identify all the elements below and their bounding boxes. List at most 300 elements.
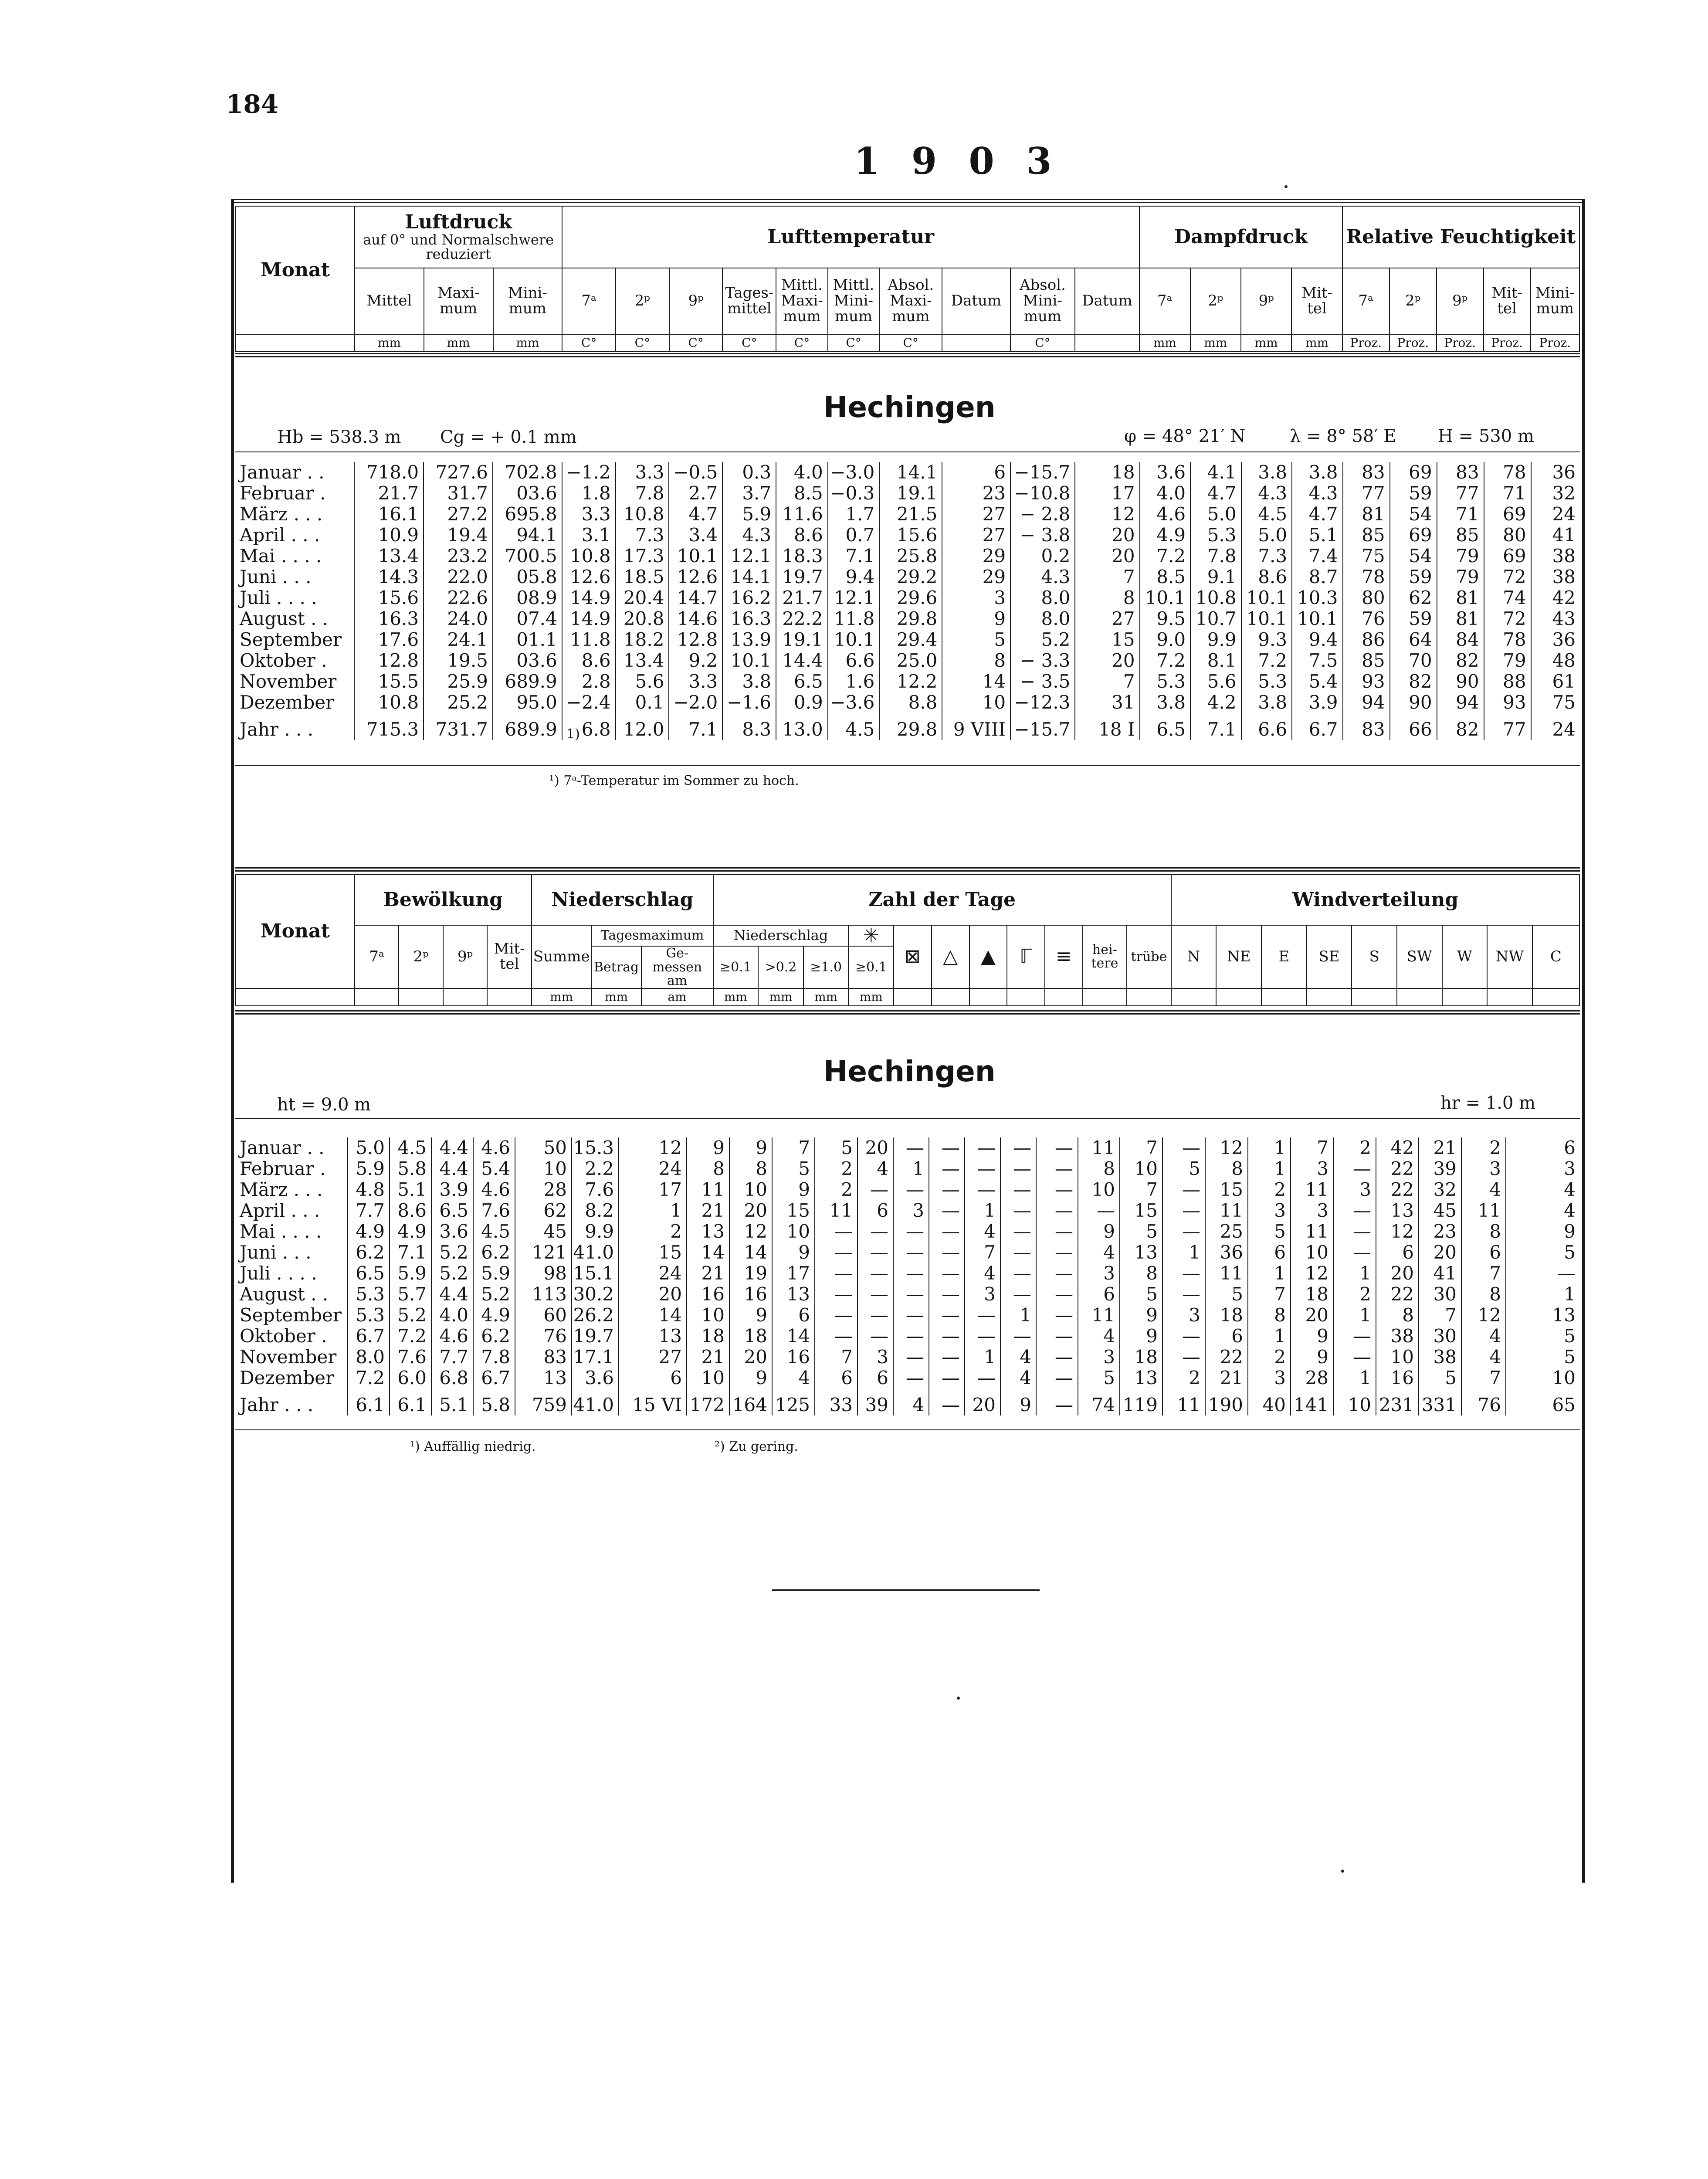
table-cell: 12.8 [354, 650, 424, 671]
table-cell: 27 [942, 504, 1010, 525]
table-cell: 3 [1291, 1200, 1333, 1221]
table-cell: 5 [1419, 1368, 1461, 1388]
table-cell: −2.4 [562, 692, 616, 713]
table-cell: 9 [729, 1368, 772, 1388]
table-cell: 4.6 [431, 1326, 473, 1347]
table-cell: 17.1 [572, 1347, 619, 1368]
col-ge10: ≥1.0 [803, 946, 849, 988]
table-cell: 14.4 [776, 650, 828, 671]
table-cell: 9 [1291, 1347, 1333, 1368]
table-cell: 2 [1248, 1347, 1291, 1368]
table-cell: 4.0 [1140, 483, 1190, 504]
table-cell: 36 [1531, 629, 1580, 650]
table-cell: 16.3 [722, 608, 776, 629]
table-cell: 15.1 [572, 1263, 619, 1284]
table-cell: 27 [619, 1347, 687, 1368]
table-cell: 9 [1291, 1326, 1333, 1347]
table-cell: 9 [1078, 1221, 1120, 1242]
table-cell: — [1162, 1137, 1205, 1158]
table-cell: 4.3 [1010, 567, 1075, 587]
unit-c: C° [776, 334, 828, 352]
table-cell: 10.8 [1190, 587, 1241, 608]
unit-proz: Proz. [1437, 334, 1484, 352]
table-row [235, 1158, 1580, 1179]
table-cell: 95.0 [493, 692, 562, 713]
table-cell: 10.1 [1241, 587, 1292, 608]
snowflake-icon: ✳ [848, 925, 894, 946]
unit-proz: Proz. [1342, 334, 1389, 352]
table-row [235, 1284, 1580, 1305]
table-row [235, 504, 1580, 525]
table-cell: 90 [1390, 692, 1437, 713]
table-cell: 70 [1390, 650, 1437, 671]
table-cell: −0.5 [669, 462, 722, 483]
table-cell: 11 [1291, 1221, 1333, 1242]
col-gemessen: Ge-messen am [641, 946, 713, 988]
unit-cell [236, 334, 355, 352]
table-cell: 4.3 [1292, 483, 1342, 504]
table-cell: 121 [515, 1242, 572, 1263]
month-cell: Juni . . . [240, 567, 312, 587]
table-cell: — [857, 1263, 893, 1284]
month-cell: Februar . [240, 483, 326, 504]
table-cell: — [929, 1347, 965, 1368]
table-cell: 12 [1205, 1137, 1248, 1158]
table-cell: 2 [1461, 1137, 1506, 1158]
table-cell: 7.2 [1241, 650, 1292, 671]
table-cell: 7.2 [390, 1326, 431, 1347]
table-cell: 3 [942, 587, 1010, 608]
table-cell: 4.4 [431, 1137, 473, 1158]
table-cell: 25.0 [879, 650, 942, 671]
table-cell: 5.0 [1241, 525, 1292, 546]
table-cell: 85 [1437, 525, 1484, 546]
table-cell: 3.7 [722, 483, 776, 504]
table-cell: −12.3 [1010, 692, 1075, 713]
table-cell: 6.6 [828, 650, 880, 671]
table-cell: — [929, 1158, 965, 1179]
table-cell: 11 [1205, 1263, 1248, 1284]
table-cell: — [1162, 1221, 1205, 1242]
table-cell: 23.2 [424, 546, 493, 567]
col-summe: Summe [532, 925, 591, 988]
table-cell: 9 [772, 1179, 815, 1200]
table-cell: 78 [1484, 629, 1531, 650]
station-latitude: φ = 48° 21′ N [1124, 426, 1246, 446]
table-cell: 4.9 [390, 1221, 431, 1242]
table-cell: 7 [1075, 567, 1139, 587]
station-ht: ht = 9.0 m [277, 1095, 371, 1115]
table-cell: 18 [687, 1326, 729, 1347]
table-cell: 3 [1078, 1263, 1120, 1284]
table-cell: 5.8 [473, 1388, 515, 1415]
table-cell: 7.4 [1292, 546, 1342, 567]
table-cell: 22.6 [424, 587, 493, 608]
table-cell: — [1000, 1221, 1036, 1242]
table-cell: 6 [1506, 1137, 1580, 1158]
month-cell: November [240, 1347, 337, 1368]
table-cell: 85 [1343, 650, 1390, 671]
table-cell: 14 [942, 671, 1010, 692]
table-cell: 10.1 [1292, 608, 1342, 629]
meta-rule [235, 1118, 1580, 1119]
table-cell: 10.7 [1190, 608, 1241, 629]
table-row [235, 650, 1580, 671]
meta-rule [235, 451, 1580, 452]
table-cell: 7.2 [348, 1368, 390, 1388]
table-cell: 15.3 [572, 1137, 619, 1158]
table-cell: 01.1 [493, 629, 562, 650]
table-cell: — [1162, 1326, 1205, 1347]
table-cell: 12.0 [616, 713, 669, 740]
table-cell: 4.2 [1190, 692, 1241, 713]
luftdruck-group [355, 206, 562, 268]
table-cell: 10 [687, 1305, 729, 1326]
table-cell: 164 [729, 1388, 772, 1415]
unit-c: C° [722, 334, 776, 352]
table-cell: — [893, 1137, 929, 1158]
table-cell: 03.6 [493, 483, 562, 504]
table-row [235, 546, 1580, 567]
table-cell: 69 [1390, 525, 1437, 546]
table-cell: — [965, 1179, 1000, 1200]
table-cell: −15.7 [1010, 713, 1075, 740]
table-cell: 82 [1437, 713, 1484, 740]
table-cell: 7.2 [1140, 650, 1190, 671]
table-cell: 26.2 [572, 1305, 619, 1326]
table-cell: 27 [1075, 608, 1139, 629]
table-cell: 84 [1437, 629, 1484, 650]
table-cell: 3.9 [431, 1179, 473, 1200]
table-cell: 10.1 [722, 650, 776, 671]
table-cell: 10.1 [1241, 608, 1292, 629]
unit-cell [1045, 988, 1083, 1006]
table-cell: 19.1 [879, 483, 942, 504]
table-cell: — [893, 1347, 929, 1368]
table-cell: 6 [1376, 1242, 1419, 1263]
unit-am: am [641, 988, 713, 1006]
table-cell: 8.2 [572, 1200, 619, 1221]
wind-se: SE [1307, 925, 1352, 988]
table-cell: 22 [1376, 1284, 1419, 1305]
table-cell: 42 [1531, 587, 1580, 608]
wind-nw: NW [1487, 925, 1532, 988]
table-cell: 2 [1333, 1284, 1376, 1305]
table-cell: 85 [1343, 525, 1390, 546]
table-cell: 5.2 [1010, 629, 1075, 650]
table-cell: 8.8 [879, 692, 942, 713]
table-cell: — [1036, 1263, 1078, 1284]
col-truebe: trübe [1127, 925, 1171, 988]
table-cell: 21 [687, 1263, 729, 1284]
table-cell: — [929, 1305, 965, 1326]
table-cell: 20 [619, 1284, 687, 1305]
month-cell: April . . . [240, 1200, 320, 1221]
table-cell: 6.0 [390, 1368, 431, 1388]
feuchte-group: Relative Feuchtigkeit [1342, 206, 1579, 268]
table-cell: 3.8 [1241, 692, 1292, 713]
table-cell: 13 [687, 1221, 729, 1242]
table-cell: 11 [1461, 1200, 1506, 1221]
table-cell: 5 [1120, 1221, 1162, 1242]
col-maximum: Maxi-mum [424, 268, 493, 334]
table-cell: 1.6 [828, 671, 880, 692]
table-cell: 6 [1078, 1284, 1120, 1305]
table-row [235, 1368, 1580, 1388]
wind-c: C [1532, 925, 1579, 988]
table-row [235, 1179, 1580, 1200]
frost-icon: △ [932, 925, 969, 988]
table-row [235, 1200, 1580, 1221]
table-cell: 15.5 [354, 671, 424, 692]
table-cell: 79 [1437, 546, 1484, 567]
table-cell: — [857, 1305, 893, 1326]
table-cell: 79 [1437, 567, 1484, 587]
table-cell: 50 [515, 1137, 572, 1158]
table-cell: 27 [942, 525, 1010, 546]
table-cell: — [815, 1263, 857, 1284]
table-cell: — [965, 1137, 1000, 1158]
page-year: 1 9 0 3 [854, 139, 1061, 183]
table-cell: 12 [619, 1137, 687, 1158]
table-cell: 8.0 [1010, 608, 1075, 629]
table-cell: 14 [772, 1326, 815, 1347]
table-cell: 61 [1531, 671, 1580, 692]
col-mittl-min: Mittl. Mini-mum [828, 268, 880, 334]
table-cell: 27.2 [424, 504, 493, 525]
table-cell: 1 [1248, 1137, 1291, 1158]
unit-proz: Proz. [1389, 334, 1437, 352]
table-cell: — [965, 1368, 1000, 1388]
table-cell: 10 [1506, 1368, 1580, 1388]
table-cell: 7 [1120, 1179, 1162, 1200]
month-cell: Juli . . . . [240, 1263, 317, 1284]
table-cell: 20 [1075, 650, 1139, 671]
month-cell: Jahr . . . [240, 1394, 314, 1415]
table-cell: 1 [965, 1200, 1000, 1221]
table-cell: 20 [1376, 1263, 1419, 1284]
table-cell: 1 [1506, 1284, 1580, 1305]
table-cell: 83 [1343, 462, 1390, 483]
table-cell: 38 [1531, 546, 1580, 567]
table-cell: — [965, 1305, 1000, 1326]
table-cell: 40 [1248, 1388, 1291, 1415]
month-cell: Mai . . . . [240, 546, 322, 567]
table-cell: 3 [1461, 1158, 1506, 1179]
col-b2: 2ᵖ [399, 925, 443, 988]
table-cell: 5.3 [348, 1305, 390, 1326]
unit-cell [355, 988, 399, 1006]
monat-header: Monat [236, 206, 355, 334]
table-cell: 8 [1461, 1221, 1506, 1242]
unit-cell [1261, 988, 1307, 1006]
table-cell: 5 [1078, 1368, 1120, 1388]
table-cell: 24.0 [424, 608, 493, 629]
table-cell: — [1036, 1242, 1078, 1263]
table-cell: 9.4 [828, 567, 880, 587]
table-cell: 4.1 [1190, 462, 1241, 483]
col-mittel: Mittel [355, 268, 424, 334]
table-cell: 6.1 [348, 1388, 390, 1415]
month-cell: Jahr . . . [240, 719, 314, 740]
table-cell: −3.0 [828, 462, 880, 483]
table-cell: 18 [729, 1326, 772, 1347]
col-d7: 7ᵃ [1139, 268, 1190, 334]
table-cell: 29.4 [879, 629, 942, 650]
col-t7: 7ᵃ [562, 268, 616, 334]
table-cell: 72 [1484, 608, 1531, 629]
table-cell: 60 [515, 1305, 572, 1326]
table-cell: 28 [515, 1179, 572, 1200]
table-cell: — [929, 1179, 965, 1200]
station-cg: Cg = + 0.1 mm [440, 427, 577, 447]
table-cell: — [1036, 1326, 1078, 1347]
table-cell: 1 [619, 1200, 687, 1221]
table-cell: 3 [1078, 1347, 1120, 1368]
table-cell: 5.4 [1292, 671, 1342, 692]
table-cell: 5.6 [616, 671, 669, 692]
table-cell: 2.8 [562, 671, 616, 692]
table-cell: 9.4 [1292, 629, 1342, 650]
table-cell: 62 [1390, 587, 1437, 608]
table-cell: 94.1 [493, 525, 562, 546]
table-cell: — [893, 1242, 929, 1263]
table-cell: 16 [1376, 1368, 1419, 1388]
table-cell: 9.2 [669, 650, 722, 671]
table-cell: 3.3 [616, 462, 669, 483]
month-cell: März . . . [240, 504, 323, 525]
table-cell: 30.2 [572, 1284, 619, 1305]
table-cell: — [893, 1368, 929, 1388]
table-cell: 4.9 [348, 1221, 390, 1242]
table-cell: — [1162, 1179, 1205, 1200]
table-cell: 2 [815, 1179, 857, 1200]
table-cell: 6.1 [390, 1388, 431, 1415]
col-abs-min: Absol. Mini-mum [1010, 268, 1075, 334]
table-cell: 20 [1075, 525, 1139, 546]
table-cell: 5 [1162, 1158, 1205, 1179]
table-row [235, 1347, 1580, 1368]
table-cell: 7 [815, 1347, 857, 1368]
table-cell: 190 [1205, 1388, 1248, 1415]
table-cell: 6.7 [348, 1326, 390, 1347]
col-minimum: Mini-mum [493, 268, 563, 334]
unit-cell [1307, 988, 1352, 1006]
table-cell: 5 [1506, 1347, 1580, 1368]
table-cell: — [893, 1263, 929, 1284]
table-cell: 14.9 [562, 587, 616, 608]
table-cell: 8.3 [722, 713, 776, 740]
table-cell: −1.6 [722, 692, 776, 713]
table-cell: 48 [1531, 650, 1580, 671]
unit-mm: mm [803, 988, 849, 1006]
table-cell: 5.0 [348, 1137, 390, 1158]
month-cell: Juni . . . [240, 1242, 312, 1263]
table-cell: −0.3 [828, 483, 880, 504]
wind-sw: SW [1397, 925, 1442, 988]
table-cell: −2.0 [669, 692, 722, 713]
table-cell: 125 [772, 1388, 815, 1415]
table-cell: 74 [1078, 1388, 1120, 1415]
table-cell: — [1333, 1158, 1376, 1179]
unit-c: C° [616, 334, 669, 352]
table-cell: 7.6 [390, 1347, 431, 1368]
table-cell: 8 [1461, 1284, 1506, 1305]
table-cell: 80 [1343, 587, 1390, 608]
unit-proz: Proz. [1484, 334, 1531, 352]
table-cell: 5.9 [348, 1158, 390, 1179]
table-cell: 6.5 [1140, 713, 1190, 740]
table-cell: 07.4 [493, 608, 562, 629]
table-cell: 80 [1484, 525, 1531, 546]
table-cell: 0.2 [1010, 546, 1075, 567]
table-cell: 5 [942, 629, 1010, 650]
table-cell: — [929, 1284, 965, 1305]
table-cell: — [1036, 1179, 1078, 1200]
table-cell: 5 [1120, 1284, 1162, 1305]
zahl-group: Zahl der Tage [713, 875, 1171, 925]
unit-mm: mm [713, 988, 759, 1006]
table-cell: 1 [1162, 1242, 1205, 1263]
table-cell: 4.9 [473, 1305, 515, 1326]
table-cell: 5.8 [390, 1158, 431, 1179]
table-cell: 24 [1531, 713, 1580, 740]
table-cell: 10 [1333, 1388, 1376, 1415]
table-cell: 9 [1506, 1221, 1580, 1242]
table-cell: 32 [1419, 1179, 1461, 1200]
table-cell: 3.4 [669, 525, 722, 546]
table-cell: 25.8 [879, 546, 942, 567]
table-cell: 33 [815, 1388, 857, 1415]
table-cell: 9 [729, 1137, 772, 1158]
table-cell: 5.9 [390, 1263, 431, 1284]
table-cell: 6.2 [473, 1242, 515, 1263]
table-cell: 65 [1506, 1388, 1580, 1415]
table-cell: 715.3 [354, 713, 424, 740]
table-cell: — [893, 1179, 929, 1200]
table-cell: 11.6 [776, 504, 828, 525]
table-cell: 29.8 [879, 713, 942, 740]
table-cell: −15.7 [1010, 462, 1075, 483]
table-cell: 11 [1162, 1388, 1205, 1415]
table-row [235, 567, 1580, 587]
table-cell: 5.2 [473, 1284, 515, 1305]
table-cell: 5.6 [1190, 671, 1241, 692]
table-cell: 8 [687, 1158, 729, 1179]
table-cell: 8.7 [1292, 567, 1342, 587]
table-cell: 1 [1333, 1305, 1376, 1326]
table-cell: 20.4 [616, 587, 669, 608]
table-cell: 15.6 [354, 587, 424, 608]
table-cell: 1 [1333, 1263, 1376, 1284]
table-cell: −3.6 [828, 692, 880, 713]
table-cell: 13 [619, 1326, 687, 1347]
table-cell: 94 [1343, 692, 1390, 713]
table-cell: 10.1 [828, 629, 880, 650]
table-cell: 15 [772, 1200, 815, 1221]
table-cell: 4 [965, 1221, 1000, 1242]
table-row [235, 1137, 1580, 1158]
table-cell: 14.9 [562, 608, 616, 629]
table-cell: 12 [1075, 504, 1139, 525]
table-cell: 172 [687, 1388, 729, 1415]
table-cell: — [893, 1221, 929, 1242]
table-cell: — [1000, 1284, 1036, 1305]
table-cell: 15 [1075, 629, 1139, 650]
table-cell: — [929, 1137, 965, 1158]
table-cell: 6.5 [348, 1263, 390, 1284]
table-cell: 1 [893, 1158, 929, 1179]
